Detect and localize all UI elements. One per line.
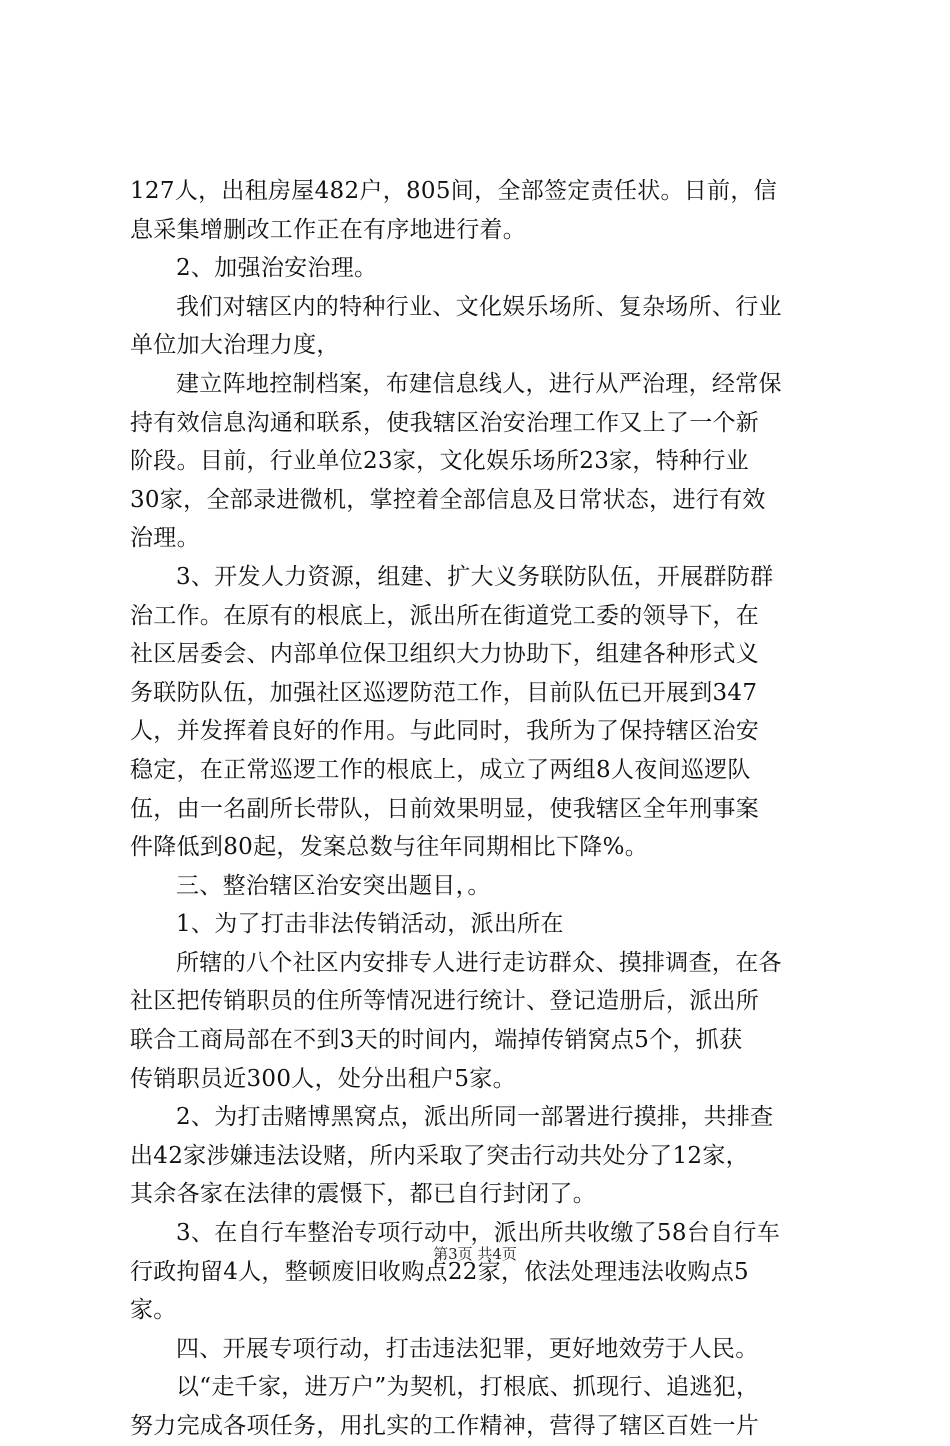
- text-line: 持有效信息沟通和联系，使我辖区治安治理工作又上了一个新: [130, 409, 760, 436]
- text-line: 治工作。在原有的根底上，派出所在街道党工委的领导下，在: [130, 602, 760, 629]
- text-line: 出42家涉嫌违法设赌，所内采取了突击行动共处分了12家，: [130, 1142, 749, 1169]
- text-line: 三、整治辖区治安突出题目，。: [176, 872, 491, 899]
- text-line: 以“走千家，进万户”为契机，打根底、抓现行、追逃犯，: [176, 1374, 760, 1401]
- text-line: 治理。: [130, 525, 200, 552]
- text-line: 务联防队伍，加强社区巡逻防范工作，目前队伍已开展到347: [130, 679, 758, 706]
- text-line: 四、开展专项行动，打击违法犯罪，更好地效劳于人民。: [176, 1335, 759, 1362]
- text-line: 联合工商局部在不到3天的时间内，端掉传销窝点5个，抓获: [130, 1027, 743, 1054]
- text-line: 所辖的八个社区内安排专人进行走访群众、摸排调查，在各: [176, 949, 782, 976]
- text-line: 伍，由一名副所长带队，日前效果明显，使我辖区全年刑事案: [130, 795, 760, 822]
- text-line: 30家，全部录进微机，掌控着全部信息及日常状态，进行有效: [130, 486, 766, 513]
- text-line: 建立阵地控制档案，布建信息线人，进行从严治理，经常保: [176, 370, 782, 397]
- text-line: 社区居委会、内部单位保卫组织大力协助下，组建各种形式义: [130, 641, 760, 668]
- text-line: 努力完成各项任务，用扎实的工作精神，营得了辖区百姓一片: [130, 1413, 760, 1439]
- text-line: 传销职员近300人，处分出租户5家。: [130, 1065, 516, 1092]
- text-line: 127人，出租房屋482户，805间，全部签定责任状。日前，信: [130, 178, 777, 204]
- text-line: 人，并发挥着良好的作用。与此同时，我所为了保持辖区治安: [130, 718, 760, 745]
- text-line: 我们对辖区内的特种行业、文化娱乐场所、复杂场所、行业: [176, 293, 782, 320]
- text-line: 3、在自行车整治专项行动中，派出所共收缴了58台自行车: [176, 1220, 780, 1247]
- text-line: 单位加大治理力度，: [130, 332, 340, 359]
- text-line: 3、开发人力资源，组建、扩大义务联防队伍，开展群防群: [176, 563, 774, 590]
- text-line: 息采集增删改工作正在有序地进行着。: [130, 216, 527, 243]
- text-line: 行政拘留4人，整顿废旧收购点22家，依法处理违法收购点5: [130, 1258, 749, 1285]
- text-line: 家。: [130, 1297, 177, 1324]
- text-line: 件降低到80起，发案总数与往年同期相比下降%。: [130, 834, 649, 861]
- page-footer: 第3页 共4页: [433, 1245, 517, 1263]
- text-line: 2、为打击赌博黑窝点，派出所同一部署进行摸排，共排查: [176, 1104, 774, 1131]
- text-line: 阶段。目前，行业单位23家，文化娱乐场所23家，特种行业: [130, 448, 749, 475]
- text-line: 其余各家在法律的震慑下，都已自行封闭了。: [130, 1181, 596, 1208]
- text-line: 稳定，在正常巡逻工作的根底上，成立了两组8人夜间巡逻队: [130, 756, 751, 783]
- text-line: 1、为了打击非法传销活动，派出所在: [176, 911, 564, 938]
- text-line: 2、加强治安治理。: [176, 255, 378, 282]
- text-line: 社区把传销职员的住所等情况进行统计、登记造册后，派出所: [130, 988, 760, 1015]
